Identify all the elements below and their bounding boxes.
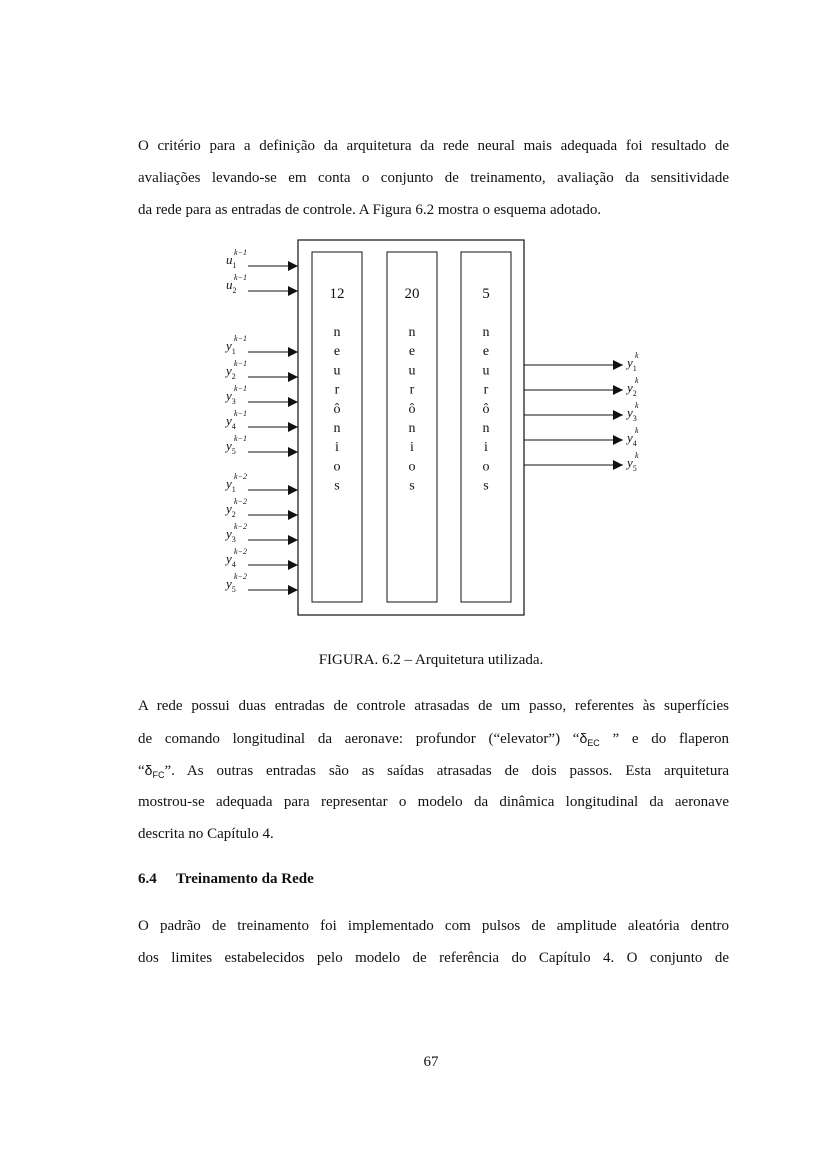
input-label: $y_5k-1$ [226,434,247,456]
layer-label-letter: n [408,421,416,436]
text-fragment: de comando longitudinal da aeronave: profundor (“elevator”) “ [138,731,580,747]
paragraph-description [138,690,729,850]
layer-label-letter: r [483,382,489,398]
text-line [138,754,729,786]
layer-label-letter: ô [408,401,416,417]
layer-label-letter: n [333,421,341,436]
text-fragment: “ [138,763,145,779]
layer-label-letter: i [484,440,488,456]
input-label: $y_1k-1$ [226,334,247,356]
paragraph-intro [138,130,729,226]
output-label: $y_1k$ [627,351,639,373]
layer-label-letter: e [333,344,341,360]
layer-neuron-count: 12 [329,286,345,302]
layer-label-letter: i [335,440,339,456]
layer-label-letter: e [408,344,416,360]
layer-label-letter: u [482,363,490,379]
input-label: $y_2k-2$ [226,497,247,519]
layer-label-letter: o [333,459,341,475]
paragraph-training [138,910,729,974]
text-line: A rede possui duas entradas de controle atrasadas de um passo, referentes às superfícies [138,698,729,714]
layer-label-letter: r [409,382,415,398]
text-line: da rede para as entradas de controle. A Figura 6.2 mostra o esquema adotado. [138,202,602,218]
input-label: $u_1k-1$ [226,248,247,270]
layer-neuron-count: 5 [482,286,490,302]
network-architecture-diagram [210,235,660,625]
layer-label-letter: u [408,363,416,379]
output-label: $y_5k$ [627,451,639,473]
subscript-fc: FC [152,770,165,780]
section-heading [138,864,314,894]
input-label: $y_2k-1$ [226,359,247,381]
figure-caption: FIGURA. 6.2 – Arquitetura utilizada. [318,652,544,668]
layer-label-letter: i [410,440,414,456]
text-line: dos limites estabelecidos pelo modelo de referência do Capítulo 4. O conjunto de [138,950,729,966]
subscript-ec: EC [587,738,600,748]
layer-label-letter: s [334,478,340,494]
text-line [138,722,729,754]
layer-label-letter: e [482,344,490,360]
text-line: descrita no Capítulo 4. [138,826,274,842]
text-line: avaliações levando-se em conta o conjunto de treinamento, avaliação da sensitividade [138,170,729,186]
layer-label-letter: ô [333,401,341,417]
layer-neuron-count: 20 [404,286,420,302]
layer-label-letter: s [409,478,415,494]
input-label: $y_3k-1$ [226,384,247,406]
section-number: 6.4 [138,871,157,887]
input-label: $y_1k-2$ [226,472,247,494]
layer-label-letter: s [483,478,489,494]
layer-label-letter: u [333,363,341,379]
text-fragment: ”. As outras entradas são as saídas atrasadas de dois passos. Esta arquitetura [164,763,729,779]
input-label: $y_5k-2$ [226,572,247,594]
text-line: O padrão de treinamento foi implementado com pulsos de amplitude aleatória dentro [138,918,729,934]
layer-label-letter: o [482,459,490,475]
input-label: $y_4k-1$ [226,409,247,431]
layer-label-letter: n [482,421,490,436]
output-label: $y_3k$ [627,401,639,423]
layer-label-letter: r [334,382,340,398]
text-fragment: ” e do flaperon [599,731,729,747]
layer-label-letter: n [333,325,341,340]
section-title: Treinamento da Rede [176,871,314,887]
layer-label-letter: ô [482,401,490,417]
layer-label-letter: o [408,459,416,475]
delta-symbol: δ [579,730,588,746]
input-label: $y_3k-2$ [226,522,247,544]
delta-symbol: δ [144,762,153,778]
page-number: 67 [423,1054,439,1070]
input-label: $u_2k-1$ [226,273,247,295]
output-label: $y_2k$ [627,376,639,398]
output-label: $y_4k$ [627,426,639,448]
text-line: mostrou-se adequada para representar o modelo da dinâmica longitudinal da aeronave [138,794,729,810]
layer-label-letter: n [482,325,490,340]
input-label: $y_4k-2$ [226,547,247,569]
text-line: O critério para a definição da arquitetura da rede neural mais adequada foi resultado de [138,138,729,154]
layer-label-letter: n [408,325,416,340]
